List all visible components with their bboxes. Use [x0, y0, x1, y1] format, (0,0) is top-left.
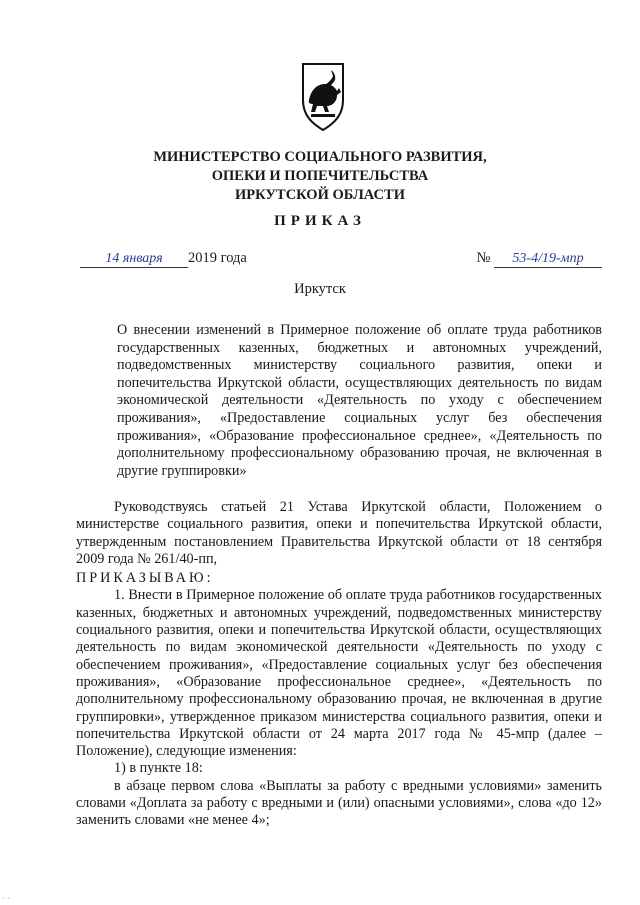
scan-mark: · · [2, 893, 11, 903]
order-date [80, 250, 247, 268]
subitem-1: 1) в пункте 18: [114, 760, 203, 777]
order-number [477, 250, 602, 268]
number-prefix: № [476, 250, 491, 266]
order-subject: О внесении изменений в Примерное положение об оплате труда работников государственных казенных, бюджетных и автономных учреждений, подведомственных министерству социального развития, опеки и попечительства Иркутской области, осуществляющих деятельность по видам экономической деятельности «Деятельность по уходу с обеспечением проживания», «Предоставление социальных услуг без обеспечения проживания», «Образование профессиональное среднее», «Деятельность по дополнительному профессиональному образованию прочая, не включенная в другие группировки» [117, 322, 602, 479]
order-body [76, 499, 602, 830]
preamble-paragraph: Руководствуясь статьей 21 Устава Иркутской области, Положением о министерстве социального развития, опеки и попечительства Иркутской области, утвержденным постановлением Правительства Иркутской области от 18 сентября 2009 года № 261/40-пп, [76, 499, 602, 567]
header-line-1: МИНИСТЕРСТВО СОЦИАЛЬНОГО РАЗВИТИЯ, [153, 149, 487, 165]
order-word: ПРИКАЗЫВАЮ: [76, 570, 214, 587]
date-year: 2019 года [188, 250, 247, 266]
ministry-header [100, 148, 540, 205]
header-line-2: ОПЕКИ И ПОПЕЧИТЕЛЬСТВА [211, 168, 429, 184]
header-line-3: ИРКУТСКОЙ ОБЛАСТИ [235, 187, 405, 203]
item-1-paragraph: 1. Внести в Примерное положение об оплате труда работников государственных казенных, бюджетных и автономных учреждений, подведомственных министерству социального развития, опеки и попечительства Иркутской области, осуществляющих деятельность по видам экономической деятельности «Деятельность по уходу с обеспечением проживания», «Предоставление социальных услуг без обеспечения проживания», «Образование профессиональное среднее», «Деятельность по дополнительному профессиональному образованию прочая, не включенная в другие группировки», утвержденное приказом министерства социального развития, опеки и попечительства Иркутской области от 24 марта 2017 года № 45-мпр (далее – Положение), следующие изменения: [76, 587, 602, 760]
amendment-paragraph: в абзаце первом слова «Выплаты за работу с вредными условиями» заменить словами «Доплата за работу с вредными и (или) опасными условиями», слова «до 12» заменить словами «не менее 4»; [76, 777, 602, 829]
city-name: Иркутск [294, 281, 346, 297]
handwritten-number: 53-4/19-мпр [494, 251, 602, 268]
order-title: ПРИКАЗ [274, 213, 366, 229]
handwritten-date: 14 января [80, 251, 188, 268]
coat-of-arms-icon [299, 60, 347, 132]
